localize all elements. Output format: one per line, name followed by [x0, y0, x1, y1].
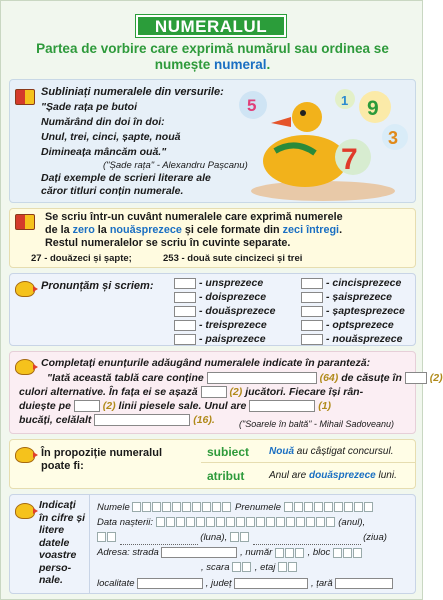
form-label: (luna),	[200, 532, 228, 543]
letter-cell[interactable]	[276, 517, 285, 527]
answer-box[interactable]	[174, 278, 196, 289]
numeral-hint: (2)	[102, 400, 116, 412]
definition-end: .	[266, 57, 271, 72]
pronounce-word: - treisprezece	[199, 319, 267, 331]
art-number: 5	[247, 96, 257, 115]
letter-cell[interactable]	[326, 517, 335, 527]
letter-cell[interactable]	[285, 548, 294, 558]
answer-field[interactable]	[405, 372, 427, 384]
letter-cell[interactable]	[316, 517, 325, 527]
pronounce-item	[174, 333, 266, 346]
pronounce-item	[174, 291, 266, 304]
letter-cell[interactable]	[142, 502, 151, 512]
function-example	[269, 470, 397, 481]
page-title: NUMERALUL	[136, 15, 286, 37]
definition-term: numeral	[213, 57, 267, 72]
answer-box[interactable]	[174, 292, 196, 303]
example-text: luni.	[375, 470, 397, 481]
numeral-hint: (2)	[229, 386, 243, 398]
bird-icon	[15, 447, 35, 463]
pronounce-item	[301, 305, 405, 318]
letter-cell[interactable]	[182, 502, 191, 512]
example-numeral: Nouă	[269, 446, 294, 457]
example-2: 253 - două sute cincizeci și trei	[163, 253, 303, 264]
book-icon	[15, 214, 35, 230]
letter-cell[interactable]	[166, 517, 175, 527]
answer-box[interactable]	[301, 278, 323, 289]
letter-cell[interactable]	[156, 517, 165, 527]
function-row	[201, 465, 415, 487]
art-number: 1	[341, 93, 349, 108]
example-1: 27 - douăzeci și șapte;	[31, 253, 132, 264]
poem-source: ("Șade rața" - Alexandru Pașcanu)	[103, 160, 248, 171]
form-label: Data nașterii:	[97, 517, 153, 528]
letter-cell[interactable]	[275, 548, 284, 558]
pronounce-item	[301, 333, 402, 346]
country-field[interactable]	[335, 578, 393, 589]
rule-text: Se scriu într-un cuvânt numeralele care exprimă numerele	[45, 211, 343, 223]
art-number: 7	[341, 143, 358, 176]
letter-cell[interactable]	[314, 502, 323, 512]
city-field[interactable]	[137, 578, 203, 589]
fill-line-2	[19, 385, 363, 399]
letter-cell[interactable]	[107, 532, 116, 542]
pronounce-item	[301, 291, 392, 304]
name-row	[97, 502, 374, 514]
letter-cell[interactable]	[212, 502, 221, 512]
form-label: , țară	[310, 578, 333, 590]
letter-cell[interactable]	[364, 502, 373, 512]
pronounce-item	[301, 319, 394, 332]
rule-text: la	[94, 224, 110, 236]
letter-cell[interactable]	[186, 517, 195, 527]
fill-line-3	[19, 399, 331, 413]
answer-box[interactable]	[301, 320, 323, 331]
bird-icon	[15, 503, 35, 519]
letter-cell[interactable]	[97, 532, 106, 542]
pronounce-word: - optsprezece	[326, 319, 394, 331]
numeral-hint: (16).	[193, 414, 215, 426]
form-label: , județ	[205, 578, 232, 590]
examples-task: Dați exemple de scrieri literare ale căror titluri conțin numerale.	[41, 172, 211, 197]
letter-cell[interactable]	[284, 502, 293, 512]
pronounce-item	[174, 305, 275, 318]
rule-line	[45, 211, 413, 224]
letter-cell[interactable]	[294, 502, 303, 512]
pronounce-word: - paisprezece	[199, 333, 266, 345]
fill-source: ("Soarele în baltă" - Mihail Sadoveanu)	[239, 419, 394, 429]
line-field[interactable]	[120, 532, 198, 545]
rule-text: și cele formate din	[181, 224, 283, 236]
letter-cell[interactable]	[240, 532, 249, 542]
fill-line-1	[47, 371, 443, 385]
letter-cell[interactable]	[334, 502, 343, 512]
pronounce-word: - șaptesprezece	[326, 305, 405, 317]
form-label: Numele	[97, 502, 130, 513]
form-label: localitate	[97, 578, 135, 590]
letter-cell[interactable]	[343, 548, 352, 558]
line-field[interactable]	[253, 532, 361, 545]
pronounce-word: - cincisprezece	[326, 277, 402, 289]
letter-cell[interactable]	[132, 502, 141, 512]
letter-cell[interactable]	[353, 548, 362, 558]
form-label: , bloc	[307, 547, 331, 559]
address-row-2	[201, 562, 298, 574]
function-row	[201, 441, 415, 463]
function-role: subiect	[207, 445, 250, 459]
fill-text: "Iată această tablă care conține	[47, 372, 204, 384]
form-label: , scara	[201, 562, 230, 573]
fill-text: bucăți, celălalt	[19, 414, 92, 426]
location-row	[97, 578, 393, 590]
pronounce-heading: Pronunțăm și scriem:	[41, 280, 154, 292]
letter-cell[interactable]	[226, 517, 235, 527]
form-label: , etaj	[254, 562, 276, 573]
art-number: 9	[367, 97, 379, 120]
county-field[interactable]	[234, 578, 308, 589]
fill-in-heading: Completați enunțurile adăugând numeralele indicate în paranteză:	[41, 357, 371, 369]
example-text: au câștigat concursul.	[294, 446, 394, 457]
answer-field[interactable]	[94, 414, 190, 426]
letter-cell[interactable]	[266, 517, 275, 527]
form-label: (ziua)	[363, 532, 387, 543]
definition-text: Partea de vorbire care exprimă numărul sau ordinea se numește	[36, 41, 389, 72]
duck-illustration	[235, 81, 411, 199]
answer-field[interactable]	[201, 386, 227, 398]
letter-cell[interactable]	[306, 517, 315, 527]
letter-cell[interactable]	[333, 548, 342, 558]
rule-text: .	[339, 224, 343, 236]
rule-term: zeci întregi	[282, 224, 340, 236]
poem-line: Numărând din doi în doi:	[41, 116, 165, 128]
letter-cell[interactable]	[222, 502, 231, 512]
letter-cell[interactable]	[246, 517, 255, 527]
form-label: (anul),	[338, 517, 366, 528]
personal-data-heading: Indicați în cifre și litere datele voastre perso-nale.	[39, 499, 86, 586]
pronounce-word: - douăsprezece	[199, 305, 276, 317]
answer-box[interactable]	[174, 306, 196, 317]
poem-instruction: Subliniați numeralele din versurile:	[41, 86, 224, 98]
pronounce-item	[301, 277, 401, 290]
letter-cell[interactable]	[172, 502, 181, 512]
fill-text: de căsuțe în	[341, 372, 402, 384]
pronounce-item	[174, 277, 263, 290]
numeral-hint: (64)	[319, 372, 339, 384]
example-text: Anul are	[269, 470, 310, 481]
bird-icon	[15, 359, 35, 375]
example-numeral: douăsprezece	[309, 470, 376, 481]
letter-cell[interactable]	[230, 532, 239, 542]
rule-term: zero	[72, 224, 95, 236]
function-heading: În propoziție numeralul poate fi:	[41, 447, 163, 472]
poem-line: Dimineața mâncăm ouă."	[41, 146, 167, 158]
letter-cell[interactable]	[256, 517, 265, 527]
letter-cell[interactable]	[162, 502, 171, 512]
letter-cell[interactable]	[236, 517, 245, 527]
rule-line: Restul numeralelor se scriu în cuvinte separate.	[45, 237, 291, 249]
birth-row	[97, 517, 365, 529]
form-label: , număr	[240, 547, 273, 559]
letter-cell[interactable]	[286, 517, 295, 527]
answer-box[interactable]	[301, 306, 323, 317]
answer-field[interactable]	[74, 400, 100, 412]
spelling-rule	[45, 211, 413, 250]
form-label: Adresa: strada	[97, 547, 159, 559]
fill-text: linii piesele sale. Unul are	[118, 400, 247, 412]
letter-cell[interactable]	[295, 548, 304, 558]
art-number: 3	[388, 128, 399, 148]
function-role: atribut	[207, 469, 245, 483]
answer-box[interactable]	[301, 292, 323, 303]
function-table	[201, 441, 415, 487]
street-field[interactable]	[161, 547, 237, 558]
letter-cell[interactable]	[232, 562, 241, 572]
letter-cell[interactable]	[216, 517, 225, 527]
address-row	[97, 547, 363, 559]
letter-cell[interactable]	[278, 562, 287, 572]
letter-cell[interactable]	[296, 517, 305, 527]
fill-text: culori alternative. În fața ei se așază	[19, 386, 198, 398]
letter-cell[interactable]	[324, 502, 333, 512]
letter-cell[interactable]	[196, 517, 205, 527]
letter-cell[interactable]	[242, 562, 251, 572]
letter-cell[interactable]	[202, 502, 211, 512]
rule-text: de la	[45, 224, 73, 236]
letter-cell[interactable]	[192, 502, 201, 512]
numeral-hint: (1)	[318, 400, 332, 412]
answer-field[interactable]	[249, 400, 315, 412]
letter-cell[interactable]	[344, 502, 353, 512]
answer-box[interactable]	[174, 334, 196, 345]
fill-text: duiește pe	[19, 400, 71, 412]
letter-cell[interactable]	[206, 517, 215, 527]
birth-row-2	[97, 532, 387, 544]
form-label: Prenumele	[235, 502, 281, 513]
pronounce-word: - șaisprezece	[326, 291, 392, 303]
fill-line-4	[19, 413, 215, 427]
letter-cell[interactable]	[288, 562, 297, 572]
pronounce-word: - doisprezece	[199, 291, 267, 303]
pronounce-item	[174, 319, 267, 332]
poem-line: Unul, trei, cinci, șapte, nouă	[41, 131, 181, 143]
pronounce-word: - unsprezece	[199, 277, 264, 289]
rule-term: nouăsprezece	[109, 224, 182, 236]
book-icon	[15, 89, 35, 105]
answer-field[interactable]	[207, 372, 317, 384]
bird-icon	[15, 281, 35, 297]
letter-cell[interactable]	[152, 502, 161, 512]
answer-box[interactable]	[301, 334, 323, 345]
fill-text: jucători. Fiecare își rân-	[245, 386, 364, 398]
definition	[21, 41, 404, 73]
answer-box[interactable]	[174, 320, 196, 331]
function-example	[269, 446, 394, 457]
rule-line	[45, 224, 413, 237]
letter-cell[interactable]	[176, 517, 185, 527]
pronounce-word: - nouăsprezece	[326, 333, 403, 345]
poem-line: "Șade rața pe butoi	[41, 101, 137, 113]
letter-cell[interactable]	[354, 502, 363, 512]
poem-text	[41, 100, 180, 160]
numeral-hint: (2)	[429, 372, 443, 384]
letter-cell[interactable]	[304, 502, 313, 512]
